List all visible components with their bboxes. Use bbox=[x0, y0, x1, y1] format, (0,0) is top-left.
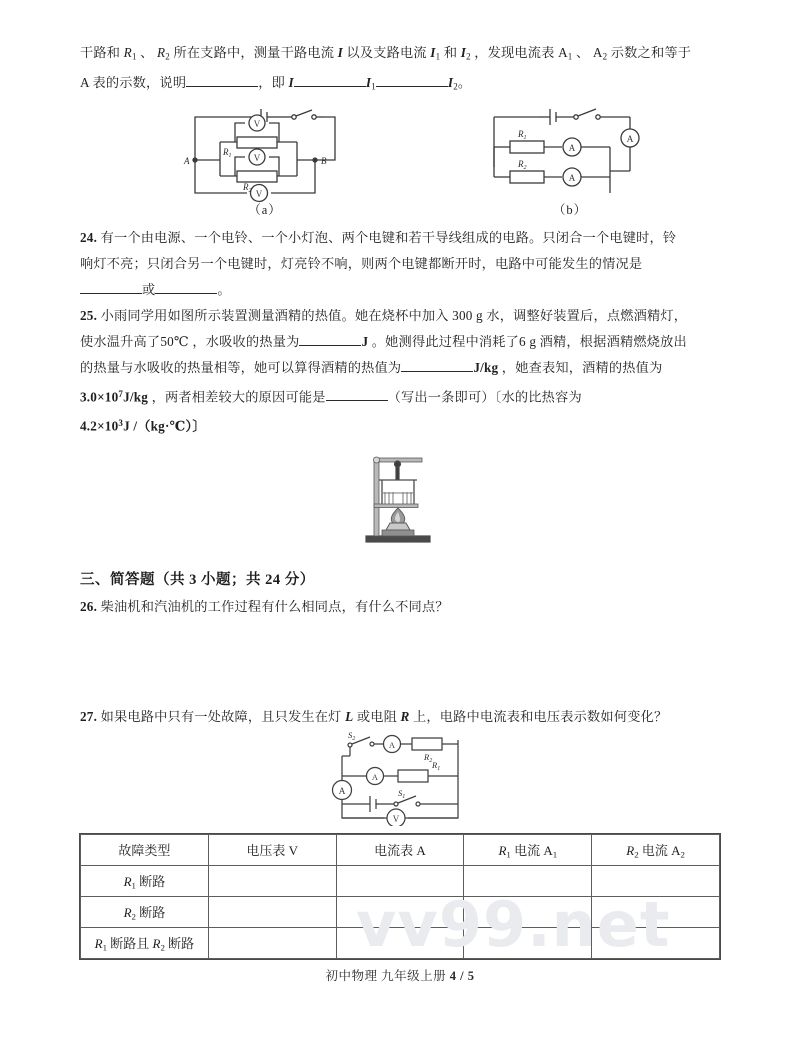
q23-sep1: 、 bbox=[136, 45, 158, 60]
q27-line bbox=[80, 704, 720, 730]
q23-I1-sub: 1 bbox=[435, 51, 441, 62]
row3-r1-symbol: R bbox=[94, 935, 103, 951]
site-watermark: vv99.net bbox=[356, 888, 671, 961]
q27-label-R1: $R_1$ bbox=[432, 759, 441, 772]
q27-number: 27. bbox=[80, 708, 98, 724]
q25-line2-a: 使水温升高了 bbox=[80, 334, 161, 349]
q25-temp-rise: 50℃ bbox=[160, 334, 189, 349]
row1-label-tail: 断路 bbox=[135, 873, 166, 889]
q25-text-a: 小雨同学用如图所示装置测量酒精的热值。她在烧杯中加入 bbox=[100, 308, 453, 323]
header-fault-type: 故障类型 bbox=[81, 834, 209, 865]
q26-number: 26. bbox=[80, 598, 98, 614]
q23-r2: R bbox=[157, 45, 166, 60]
q27-resistor-R: R bbox=[400, 708, 410, 724]
q23-line2-part1: A 表的示数，说明 bbox=[80, 74, 187, 90]
cell-both-voltmeter[interactable] bbox=[208, 927, 336, 958]
row2-r-symbol: R bbox=[123, 904, 132, 920]
figure-a-caption: （a） bbox=[248, 203, 282, 217]
q25-specific-heat-exp: 3 bbox=[118, 418, 124, 429]
header-a2-subscript: 2 bbox=[680, 849, 685, 860]
q24-line2 bbox=[80, 251, 720, 277]
q25-heat-value-unit: J/kg bbox=[123, 389, 149, 405]
q23-line2-I: I bbox=[288, 74, 294, 90]
q25-line2-d: 酒精，根据酒精燃烧放出 bbox=[536, 334, 687, 349]
header-r2-current bbox=[592, 834, 720, 865]
section-3-title: 三、简答题（共 3 小题；共 24 分） bbox=[80, 571, 315, 588]
q23-r1-sub: 1 bbox=[131, 51, 137, 62]
row-label-r2-open bbox=[81, 896, 209, 927]
header-r1-subscript: 1 bbox=[506, 849, 511, 860]
svg-text:A: A bbox=[626, 135, 634, 145]
q24-line3 bbox=[80, 277, 720, 303]
q23-I2-sub: 2 bbox=[466, 51, 471, 62]
fig-b-label-R2: $R_2$ bbox=[518, 159, 527, 171]
q27-text-c: 上，电路中电流表和电压表示数如何变化？ bbox=[409, 708, 668, 724]
row-label-r1-open bbox=[81, 865, 209, 896]
q27-lamp-L: L bbox=[345, 708, 354, 724]
fig-a-label-A: A bbox=[184, 156, 190, 166]
footer-page-number: 4 / 5 bbox=[449, 969, 475, 983]
q23-current-I2: I bbox=[460, 45, 467, 60]
q25-figure-row bbox=[80, 440, 720, 550]
q26-line bbox=[80, 594, 720, 620]
q26-answer-space bbox=[80, 620, 720, 704]
q23-line2-I1-sub: 1 bbox=[371, 81, 376, 91]
q23-line2-end: 。 bbox=[457, 74, 472, 90]
page-footer bbox=[0, 966, 800, 984]
q23-line1-part6: 、 A bbox=[572, 45, 603, 60]
q25-line1 bbox=[80, 303, 720, 329]
svg-text:A: A bbox=[568, 173, 576, 183]
header-a1-subscript: 1 bbox=[552, 849, 558, 860]
q27-label-R2: $R_2$ bbox=[424, 751, 433, 764]
q23-figures-row bbox=[80, 105, 720, 215]
q23-line1-part2: 所在支路中，测量干路电流 bbox=[169, 45, 338, 60]
q24-period: 。 bbox=[217, 282, 231, 297]
q24-text-line2: 响灯不亮；只闭合另一个电键时，灯亮铃不响，则两个电键都断开时，电路中可能发生的情况是 bbox=[80, 256, 643, 271]
q23-current-I1: I bbox=[430, 45, 436, 60]
q23-line2-part2: ，即 bbox=[258, 74, 289, 90]
header-voltmeter: 电压表 V bbox=[208, 834, 336, 865]
cell-r1-voltmeter[interactable] bbox=[208, 865, 336, 896]
row2-label-tail: 断路 bbox=[135, 904, 166, 920]
q25-line5 bbox=[80, 410, 720, 439]
fig-a-label-R1: $R_1$ bbox=[223, 147, 232, 159]
q24-line1 bbox=[80, 225, 720, 251]
q25-alcohol-mass: 6 g bbox=[519, 334, 537, 349]
row3-r1-subscript: 1 bbox=[102, 942, 107, 953]
q25-line3-b: ，她查表知，酒精的热值为 bbox=[498, 360, 663, 375]
footer-subject: 初中物理 九年级上册 bbox=[325, 969, 447, 983]
q27-label-S1: $S_1$ bbox=[398, 787, 406, 800]
q24-text-line1: 有一个由电源、一个电铃、一个小灯泡、两个电键和若干导线组成的电路。只闭合一个电键时，铃 bbox=[100, 230, 677, 245]
header-ammeter: 电流表 A bbox=[336, 834, 464, 865]
header-r1-symbol: R bbox=[498, 842, 507, 858]
circuit-diagram-a bbox=[175, 105, 355, 203]
q24-connector: 或 bbox=[142, 282, 156, 297]
q23-line1-part1: 干路和 bbox=[80, 45, 124, 60]
svg-text:V: V bbox=[253, 153, 261, 163]
q24-number: 24. bbox=[80, 230, 98, 245]
row3-label-mid: 断路且 bbox=[107, 935, 153, 951]
q25-line3-a: 的热量与水吸收的热量相等，她可以算得酒精的热值为 bbox=[80, 360, 402, 375]
q25-specific-heat: 4.2×10 bbox=[80, 418, 119, 434]
q23-line1-part4: 和 bbox=[440, 45, 461, 60]
q25-line3 bbox=[80, 355, 720, 381]
cell-r2-voltmeter[interactable] bbox=[208, 896, 336, 927]
q23-r1: R bbox=[123, 45, 132, 60]
q23-continued-paragraph-line2 bbox=[80, 70, 720, 100]
q25-unit-J: J bbox=[361, 334, 369, 349]
svg-text:V: V bbox=[392, 813, 400, 824]
q23-A2-sub: 2 bbox=[602, 51, 608, 62]
q27-text-b: 或电阻 bbox=[353, 708, 401, 724]
q25-heat-value-exp: 7 bbox=[118, 389, 124, 399]
q25-answer-blank-1[interactable] bbox=[299, 345, 361, 346]
q23-line2-I2: I bbox=[447, 74, 454, 90]
alcohol-burner-apparatus-diagram bbox=[352, 444, 448, 546]
svg-text:A: A bbox=[371, 771, 379, 782]
fig-b-label-R1: $R_1$ bbox=[518, 129, 527, 141]
header-r2-subscript: 2 bbox=[634, 849, 639, 860]
q24-answer-blank-1[interactable] bbox=[80, 293, 142, 294]
q23-A1-sub: 1 bbox=[567, 51, 573, 62]
row1-r-subscript: 1 bbox=[131, 880, 136, 891]
q25-text-b: 水，调整好装置后，点燃酒精灯， bbox=[482, 308, 688, 323]
q23-line2-I1: I bbox=[365, 74, 372, 90]
svg-text:V: V bbox=[255, 189, 263, 199]
q23-line1-part3: 以及支路电流 bbox=[342, 45, 431, 60]
header-r1-current bbox=[464, 834, 592, 865]
row3-label-tail: 断路 bbox=[164, 935, 195, 951]
q23-answer-blank-3[interactable] bbox=[376, 86, 448, 87]
figure-b-caption: （b） bbox=[552, 203, 588, 217]
svg-text:A: A bbox=[338, 786, 346, 797]
q23-r2-sub: 2 bbox=[165, 51, 170, 62]
q25-number: 25. bbox=[80, 308, 98, 323]
q23-line1-part5: ，发现电流表 A bbox=[470, 45, 568, 60]
q23-current-I: I bbox=[337, 45, 343, 60]
q23-continued-paragraph bbox=[80, 40, 720, 70]
q23-answer-blank-2[interactable] bbox=[294, 86, 366, 87]
q27-figure-row bbox=[80, 730, 720, 828]
q25-line4-a: ，两者相差较大的原因可能是 bbox=[148, 389, 326, 405]
row3-r2-symbol: R bbox=[152, 935, 161, 951]
q27-label-S2: $S_2$ bbox=[348, 731, 356, 742]
q25-line4 bbox=[80, 381, 720, 410]
fig-a-label-R2: $R_2$ bbox=[243, 182, 252, 194]
q24-answer-blank-2[interactable] bbox=[155, 293, 217, 294]
circuit-diagram-b bbox=[480, 105, 670, 203]
header-r2-mid: 电流 A bbox=[638, 842, 681, 858]
q25-answer-blank-2[interactable] bbox=[401, 371, 473, 372]
q25-line2 bbox=[80, 329, 720, 355]
row3-r2-subscript: 2 bbox=[160, 942, 165, 953]
header-r2-symbol: R bbox=[626, 842, 635, 858]
q25-water-mass: 300 g bbox=[452, 308, 483, 323]
svg-text:V: V bbox=[253, 119, 261, 129]
q25-answer-blank-3[interactable] bbox=[326, 400, 388, 401]
q25-heat-value: 3.0×10 bbox=[80, 389, 119, 405]
row1-r-symbol: R bbox=[123, 873, 132, 889]
q23-line2-I2-sub: 2 bbox=[453, 81, 458, 91]
q25-line2-b: ，水吸收的热量为 bbox=[188, 334, 300, 349]
q23-answer-blank-1[interactable] bbox=[186, 86, 258, 87]
q23-line1-part7: 示数之和等于 bbox=[607, 45, 692, 60]
header-r1-mid: 电流 A bbox=[510, 842, 553, 858]
q25-specific-heat-unit: J /（kg·℃）〕 bbox=[123, 418, 206, 434]
q26-text: 柴油机和汽油机的工作过程有什么相同点，有什么不同点？ bbox=[100, 598, 449, 614]
circuit-diagram-q27 bbox=[328, 732, 468, 826]
svg-text:A: A bbox=[388, 739, 396, 750]
table-header-row bbox=[81, 834, 720, 865]
q25-unit-Jkg: J/kg bbox=[473, 360, 499, 375]
q27-text-a: 如果电路中只有一处故障，且只发生在灯 bbox=[100, 708, 346, 724]
row-label-both-open bbox=[81, 927, 209, 958]
row2-r-subscript: 2 bbox=[131, 911, 136, 922]
fig-a-label-B: B bbox=[321, 156, 327, 166]
q25-line2-c: 。她测得此过程中消耗了 bbox=[368, 334, 520, 349]
svg-text:A: A bbox=[568, 143, 576, 153]
page-content bbox=[80, 40, 720, 959]
q25-line4-b: （写出一条即可）〔水的比热容为 bbox=[387, 389, 582, 405]
